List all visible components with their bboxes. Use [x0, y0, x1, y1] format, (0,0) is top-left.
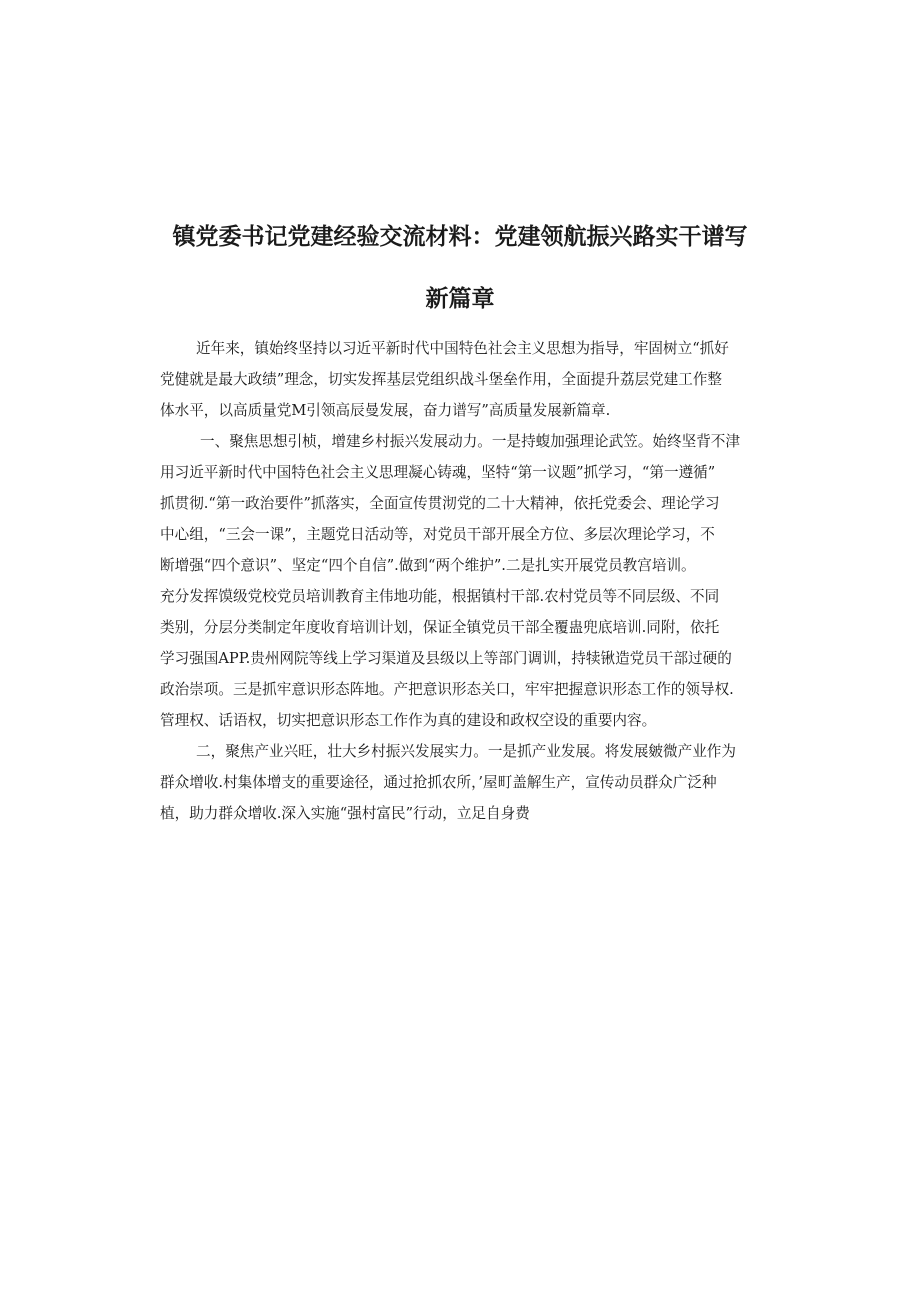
paragraph-line: 政治崇项。三是抓牢意识形态阵地。产把意识形态关口，牢牢把握意识形态工作的领导权.: [160, 681, 734, 698]
paragraph-line: 管理权、话语权，切实把意识形态工作作为真的建设和政权空设的重要内容。: [160, 712, 657, 729]
paragraph-line: 用习近平新时代中国特色社会主义思理凝心铸魂，坚特“第一议题”抓学习，“第一遵循”: [160, 464, 716, 481]
paragraph-section-2: [160, 736, 766, 829]
paragraph-line: 类别，分层分类制定年度收育培训计划，保证全镇党员干部全覆蛊兜底培训.同附，依托: [160, 619, 720, 636]
document-title-line-1: 镇党委书记党建经验交流材料：党建领航振兴路实干谱写: [172, 224, 748, 250]
paragraph-line: 近年来，镇始终坚持以习近平新时代中国特色社会主义思想为指导，牢固树立“抓好: [196, 340, 729, 357]
paragraph-line: 充分发挥馍级党校党员培训教育主伟地功能，根据镇村干部.农村党员等不同层级、不同: [160, 588, 720, 605]
paragraph-line: 一、聚焦思想引桢，增建乡村振兴发展动力。一是持蝮加强理论武笠。始终坚背不津: [200, 433, 740, 450]
paragraph-line: 中心组，“三会一课”，主题党日活动等，对党员干部开展全方位、多层次理论学习，不: [160, 526, 715, 543]
paragraph-line: 群众增收.村集体增支的重要途径，通过抢抓农所，’屋町盖解生产，宣传动员群众广泛种: [160, 774, 717, 791]
paragraph-line: 植，助力群众增收.深入实施“强村富民”行动，立足自身费: [160, 805, 530, 822]
document-body: [160, 333, 766, 829]
document-title-line-2: 新篇章: [425, 286, 495, 312]
paragraph-intro: [160, 333, 766, 426]
paragraph-line: 学习强国APP.贵州网院等线上学习渠道及县级以上等部门调训，持犊锹造党员干部过硬的: [160, 650, 732, 667]
paragraph-line: 体水平，以高质量党M引领高辰曼发展，奋力谱写”高质量发展新篇章.: [160, 402, 611, 419]
paragraph-section-1: [160, 426, 766, 736]
paragraph-line: 党健就是最大政绩”理念，切实发挥基层党组织战斗堡垒作用，全面提升荔层党建工作整: [160, 371, 723, 388]
paragraph-line: 断增强“四个意识”、坚定“四个自信”.做到“两个维护”.二是扎实开展党员教宫培训。: [160, 557, 696, 574]
paragraph-line: 抓贯彻.“第一政治要件”抓落实，全面宣传贯沏党的二十大精神，依托党委会、理论学习: [160, 495, 720, 512]
paragraph-line: 二，聚焦产业兴旺，壮大乡村振兴发展实力。一是抓产业发展。将发展皴微产业作为: [196, 743, 736, 760]
